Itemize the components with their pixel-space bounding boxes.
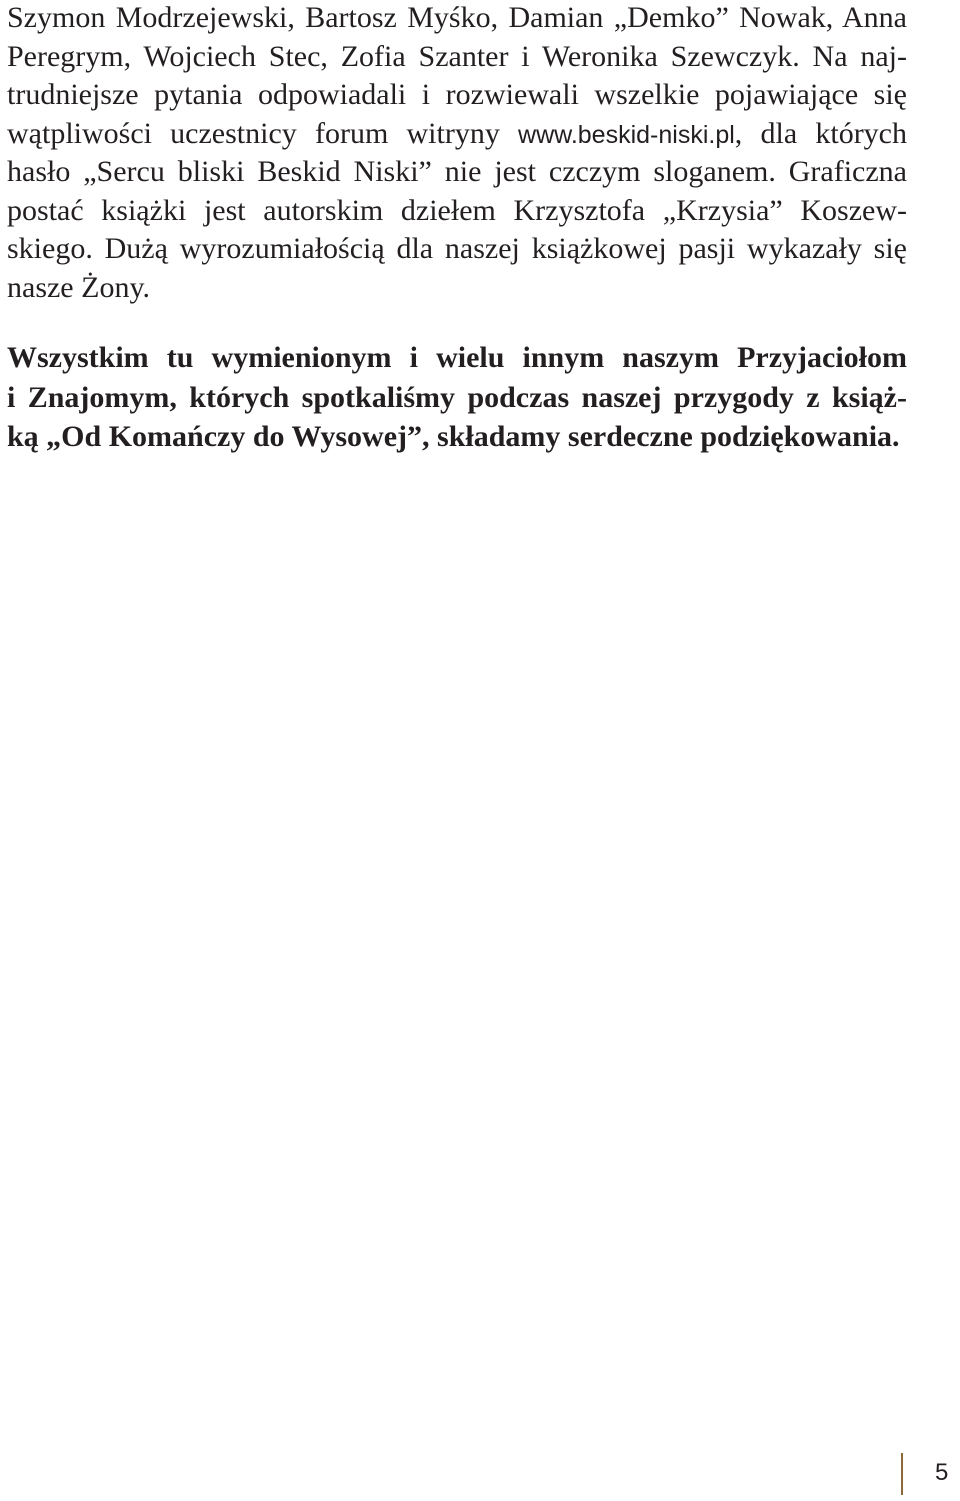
website-url[interactable]: www.beskid-niski.pl (518, 120, 735, 149)
paragraph-line: skiego. Dużą wyrozumiałością dla naszej książkowej pasji wykazały się (7, 232, 907, 265)
thanks-line: Wszystkim tu wymienionym i wielu innym naszym Przyjaciołom (7, 341, 907, 374)
paragraph-line: hasło „Sercu bliski Beskid Niski” nie jest czczym sloganem. Graficzna (7, 155, 907, 188)
paragraph-line: Szymon Modrzejewski, Bartosz Myśko, Damian „Demko” Nowak, Anna (7, 1, 907, 34)
footer-divider (901, 1453, 903, 1495)
thanks-line: ką „Od Komańczy do Wysowej”, składamy serdeczne podziękowania. (7, 420, 900, 453)
thanks-paragraph (7, 338, 907, 457)
line-text-before-url: wątpliwości uczestnicy forum witryny (7, 116, 519, 150)
thanks-line: i Znajomym, których spotkaliśmy podczas naszej przygody z książ- (7, 380, 907, 414)
paragraph-line: postać książki jest autorskim dziełem Krzysztofa „Krzysia” Koszew- (7, 193, 907, 227)
acknowledgement-paragraph (7, 0, 907, 307)
page-number: 5 (935, 1459, 949, 1486)
paragraph-line: nasze Żony. (7, 270, 150, 304)
paragraph-line: Peregrym, Wojciech Stec, Zofia Szanter i Weronika Szewczyk. Na naj- (7, 39, 907, 73)
paragraph-line: trudniejsze pytania odpowiadali i rozwiewali wszelkie pojawiające się (7, 78, 907, 111)
paragraph-line-with-url (7, 115, 907, 154)
line-text-after-url: , dla których (734, 116, 907, 150)
